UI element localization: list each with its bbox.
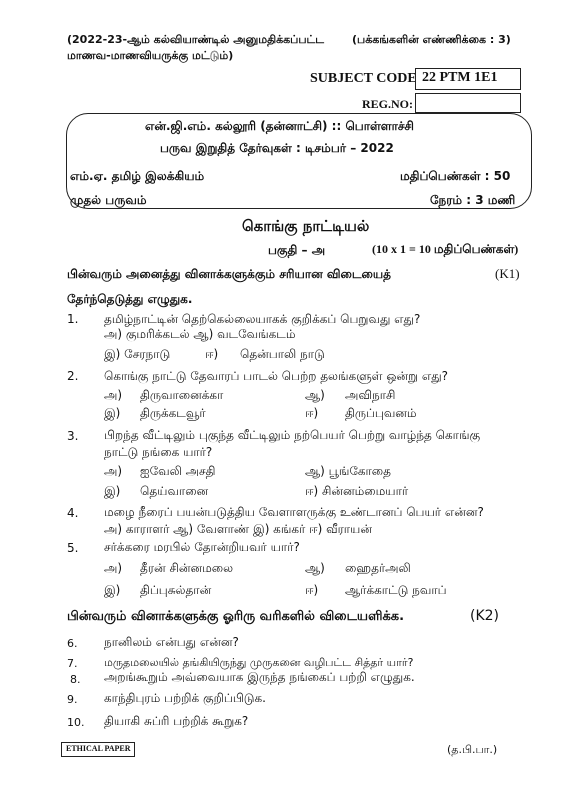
q2-option-c-label: இ)	[104, 406, 121, 420]
q3-option-a: ஐவேலி அசதி	[140, 464, 216, 478]
q5-text: சர்க்கரை மரபில் தோன்றியவர் யார்?	[104, 540, 300, 554]
q1-option-d-label: ஈ)	[205, 347, 219, 361]
max-marks: மதிப்பெண்கள் : 50	[400, 169, 511, 183]
section-b-instruction: பின்வரும் வினாக்களுக்கு ஓரிரு வரிகளில் விடையளிக்க.	[67, 609, 405, 624]
q5-option-c: திப்புசுல்தான்	[140, 583, 212, 597]
q8-text: அறங்கூறும் அவ்வையாக இருந்த நங்கைப் பற்றி எழுதுக.	[104, 670, 415, 684]
ethical-paper-stamp	[61, 742, 135, 757]
q3-text-line1: பிறந்த வீட்டிலும் புகுந்த வீட்டிலும் நற்பெயர் பெற்று வாழ்ந்த கொங்கு	[104, 428, 481, 442]
q3-option-c: தெய்வானை	[140, 484, 209, 498]
course-name: எம்.ஏ. தமிழ் இலக்கியம்	[70, 169, 205, 183]
regno-box[interactable]	[415, 93, 521, 113]
q2-option-a-label: அ)	[104, 388, 123, 402]
subject-code-label: SUBJECT CODE	[310, 71, 417, 86]
q1-option-d: தென்பாலி நாடு	[240, 347, 325, 361]
q6-number: 6.	[67, 637, 78, 650]
q4-options: அ) காராளர் ஆ) வேளாண் இ) கங்கர் ஈ) வீராயன்	[104, 522, 372, 536]
q4-text: மழை நீரைப் பயன்படுத்திய வேளாளருக்கு உண்டானப் பெயர் என்ன?	[104, 505, 484, 519]
q4-number: 4.	[67, 506, 79, 520]
q5-option-b-label: ஆ)	[305, 561, 325, 575]
paper-title: கொங்கு நாட்டியல்	[242, 217, 370, 235]
q7-number: 7.	[67, 657, 78, 670]
q3-text-line2: நாட்டு நங்கை யார்?	[104, 445, 213, 459]
section-a-instruction-line2: தேர்ந்தெடுத்து எழுதுக.	[67, 292, 193, 306]
q2-number: 2.	[67, 369, 79, 383]
ethical-paper-text: ETHICAL PAPER	[66, 744, 131, 753]
q3-option-a-label: அ)	[104, 464, 123, 478]
duration: நேரம் : 3 மணி	[430, 193, 516, 207]
q7-text: மருதமலையில் தங்கியிருந்து முருகனை வழிபட்ட சித்தர் யார்?	[104, 656, 414, 669]
q8-number: 8.	[70, 673, 81, 686]
q9-number: 9.	[67, 693, 78, 706]
section-a-level: (K1)	[495, 266, 520, 281]
page-turn-note: (த.பி.பா.)	[447, 743, 498, 756]
q1-number: 1.	[67, 312, 79, 326]
q5-option-d-label: ஈ)	[305, 583, 319, 597]
subject-code-value: 22 PTM 1E1	[422, 70, 498, 85]
q1-option-c: இ) சேரநாடு	[104, 347, 171, 361]
q5-option-d: ஆர்க்காட்டு நவாப்	[345, 583, 447, 597]
section-a-instruction-line1: பின்வரும் அனைத்து வினாக்களுக்கும் சரியான விடையைத்	[67, 267, 391, 281]
q1-text: தமிழ்நாட்டின் தெற்கெல்லையாகக் குறிக்கப் பெறுவது எது?	[104, 312, 421, 326]
approval-note-line2: மாணவ-மாணவியருக்கு மட்டும்)	[67, 49, 234, 62]
q3-option-b: ஆ) பூங்கோதை	[305, 464, 391, 478]
q10-text: தியாகி சுப்ரி பற்றிக் கூறுக?	[104, 714, 249, 728]
subject-code-box	[415, 68, 521, 90]
college-name: என்.ஜி.எம். கல்லூரி (தன்னாட்சி) :: பொள்ளாச்சி	[145, 119, 414, 133]
approval-note-line1: (2022-23-ஆம் கல்வியாண்டில் அனுமதிக்கப்பட்ட	[67, 33, 325, 46]
q5-option-a: தீரன் சின்னமலை	[140, 561, 234, 575]
q3-option-c-label: இ)	[104, 484, 121, 498]
section-a-label: பகுதி – அ	[268, 243, 326, 257]
q2-option-c: திருக்கடவூர்	[140, 406, 206, 420]
semester: முதல் பருவம்	[70, 193, 147, 207]
q5-number: 5.	[67, 541, 79, 555]
q2-option-d: திருப்புவனம்	[345, 406, 417, 420]
pages-count: (பக்கங்களின் எண்ணிக்கை : 3)	[352, 33, 511, 46]
q9-text: காந்திபுரம் பற்றிக் குறிப்பிடுக.	[104, 691, 266, 705]
q3-option-d: ஈ) சின்னம்மையார்	[305, 484, 409, 498]
q3-number: 3.	[67, 429, 79, 443]
q2-text: கொங்கு நாட்டு தேவாரப் பாடல் பெற்ற தலங்களுள் ஒன்று எது?	[104, 369, 448, 383]
q1-options-ab: அ) குமரிக்கடல் ஆ) வடவேங்கடம்	[104, 327, 296, 341]
q2-option-d-label: ஈ)	[305, 406, 319, 420]
q2-option-b-label: ஆ)	[305, 388, 325, 402]
q10-number: 10.	[67, 716, 85, 729]
q5-option-b: ஹைதர்அலி	[345, 561, 411, 575]
regno-label: REG.NO:	[362, 97, 413, 111]
exam-title: பருவ இறுதித் தேர்வுகள் : டிசம்பர் – 2022	[160, 141, 394, 155]
q2-option-b: அவிநாசி	[345, 388, 396, 402]
section-a-marks: (10 x 1 = 10 மதிப்பெண்கள்)	[372, 242, 519, 256]
q2-option-a: திருவானைக்கா	[140, 388, 224, 402]
q6-text: நானிலம் என்பது என்ன?	[104, 635, 239, 649]
section-b-level: (K2)	[470, 608, 500, 624]
q5-option-a-label: அ)	[104, 561, 123, 575]
q5-option-c-label: இ)	[104, 583, 121, 597]
